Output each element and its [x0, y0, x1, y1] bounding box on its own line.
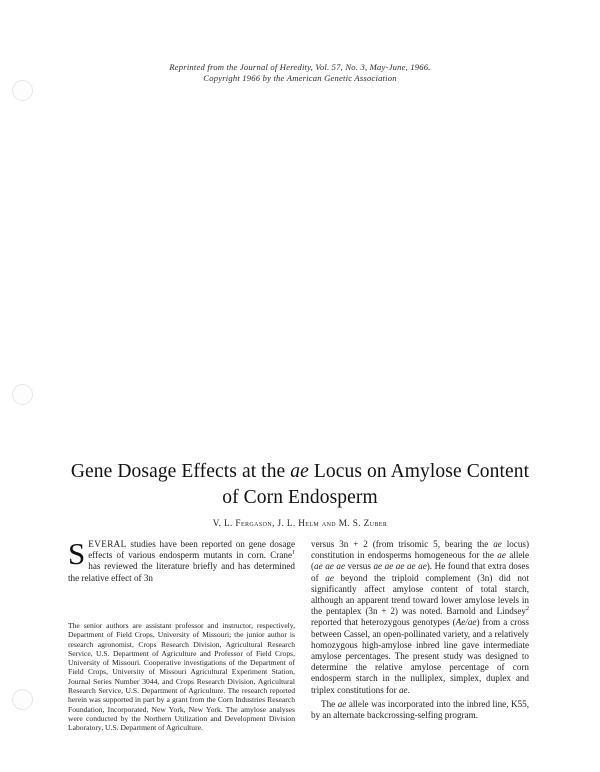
intro-smallcaps: EVERAL	[88, 539, 127, 549]
intro-paragraph	[68, 536, 295, 584]
genotype: ae ae ae ae ae	[373, 561, 427, 572]
punch-hole	[12, 384, 33, 405]
gene-symbol: ae	[497, 550, 506, 561]
punch-hole	[12, 689, 33, 710]
body-paragraph-2	[311, 699, 529, 721]
title-text-pre: Gene Dosage Effects at the	[70, 461, 291, 482]
text-segment: The	[321, 698, 336, 709]
genotype: Ae/ae	[455, 617, 477, 628]
text-segment: allele (	[311, 550, 530, 572]
gene-symbol: ae	[493, 539, 502, 549]
intro-text: studies have been reported on gene dosage effects of various endosperm mutants in corn. Crane	[88, 539, 295, 561]
genotype: ae ae ae	[314, 561, 346, 572]
title-line-1	[40, 459, 560, 485]
copyright-line: Copyright 1966 by the American Genetic Association	[203, 73, 397, 83]
gene-symbol: ae	[325, 572, 334, 583]
drop-cap: S	[68, 536, 86, 571]
text-segment: versus 3n + 2 (from trisomic 5, bearing the	[311, 539, 489, 549]
reference-2: 2	[526, 606, 529, 613]
article-title	[40, 459, 560, 511]
reference-1: 1	[292, 550, 295, 557]
intro-text-2: has reviewed the literature briefly and has determined the relative effect of 3n	[68, 561, 295, 583]
gene-symbol: ae	[398, 684, 408, 695]
gene-symbol: ae	[337, 698, 347, 709]
reprint-line-1: Reprinted from the Journal of Heredity, Vol. 57, No. 3, May-June, 1966.	[169, 62, 431, 72]
text-segment: versus	[347, 561, 371, 572]
text-segment: beyond the triploid complement (3n) did not significantly affect amylose content of total starch, although an apparent trend toward lower amylose levels in the pentaplex (3n + 2) was noted. Barnold and Lindsey	[311, 572, 529, 617]
text-segment: locus) constitution in endosperms homogeneous for the	[311, 539, 530, 561]
text-segment: reported that heterozygous genotypes (	[311, 617, 456, 628]
title-gene-symbol: ae	[290, 461, 309, 482]
body-paragraph-1	[311, 539, 529, 696]
reprint-notice	[0, 62, 600, 84]
author-footnote: The senior authors are assistant professor and instructor, respectively, Department of Field Crops, University of Missouri; the junior author is research agronomist, Crops Research Division, Agricultural Research Service, U.S. Department of Agriculture and Professor of Field Crops, University of Missouri. Cooperative investigations of the Department of Field Crops, University of Missouri Agricultural Experiment Station, Journal Series Number 3044, and Crops Research Division, Agricultural Research Service, U.S. Department of Agriculture. The research reported herein was supported in part by a grant from the Corn Industries Research Foundation, Incorporated, New York, New York. The amylose analyses were conducted by the Northern Utilization and Development Division Laboratory, U.S. Department of Agriculture.	[68, 621, 295, 733]
text-segment: .	[407, 684, 410, 695]
text-segment: ). He found that extra doses of	[311, 561, 529, 583]
right-column	[311, 539, 529, 721]
title-text-post: Locus on Amylose Content	[308, 461, 530, 482]
left-column	[68, 536, 295, 584]
text-segment: allele was incorporated into the inbred line, K55, by an alternate backcrossing-selfing program.	[311, 698, 529, 721]
title-line-2: of Corn Endosperm	[222, 487, 378, 508]
author-line: V. L. Fergason, J. L. Helm and M. S. Zuber	[212, 518, 388, 528]
text-segment: ) from a cross between Cassel, an open-pollinated variety, and a relatively homozygous high-amylose inbred line gave intermediate amylose percentages. The present study was designed to determine the relative amylose percentage of corn endosperm starch in the nulliplex, simplex, duplex and triplex constitutions for	[311, 617, 529, 695]
